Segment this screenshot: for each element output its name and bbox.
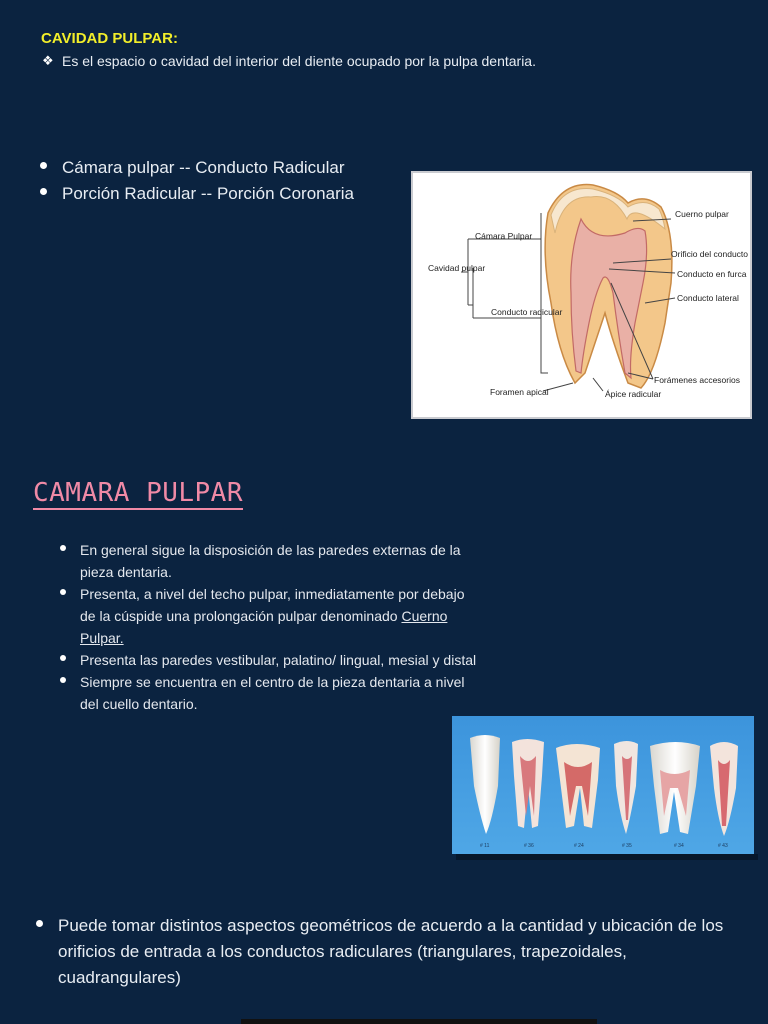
tooth-anatomy-diagram	[411, 171, 752, 419]
shapes-list	[58, 913, 738, 991]
label-cavidad-pulpar: Cavidad pulpar	[428, 263, 486, 273]
list-item: Siempre se encuentra en el centro de la pieza dentaria a nivel del cuello dentario.	[80, 671, 480, 715]
parts-list	[62, 155, 354, 207]
list-item: En general sigue la disposición de las paredes externas de la pieza dentaria.	[80, 539, 480, 583]
list-item: Cámara pulpar -- Conducto Radicular	[62, 155, 354, 181]
teeth-photo-svg	[452, 716, 754, 854]
label-apice-radicular: Ápice radicular	[605, 389, 662, 399]
label-camara-pulpar: Cámara Pulpar	[475, 231, 533, 241]
label-foramen-apical: Foramen apical	[490, 387, 549, 397]
tooth-number: # 24	[574, 843, 584, 849]
tooth-number: # 11	[480, 843, 490, 849]
definition-text: ❖ Es el espacio o cavidad del interior del diente ocupado por la pulpa dentaria.	[62, 53, 536, 69]
tooth-number: # 43	[718, 843, 728, 849]
section-title: CAVIDAD PULPAR:	[41, 30, 178, 47]
camara-pulpar-list	[80, 539, 480, 715]
list-item-text: Presenta, a nivel del techo pulpar, inmediatamente por debajo de la cúspide una prolongación pulpar denominado	[80, 586, 465, 624]
teeth-photo	[452, 716, 754, 854]
label-conducto-lateral: Conducto lateral	[677, 293, 739, 303]
photo-shadow	[456, 854, 758, 860]
tooth-diagram-svg	[413, 173, 750, 417]
label-conducto-radicular: Conducto radicular	[491, 307, 563, 317]
list-item: Presenta las paredes vestibular, palatino/ lingual, mesial y distal	[80, 649, 480, 671]
list-item: Porción Radicular -- Porción Coronaria	[62, 181, 354, 207]
label-foramenes-accesorios: Forámenes accesorios	[654, 375, 740, 385]
list-item: Puede tomar distintos aspectos geométricos de acuerdo a la cantidad y ubicación de los orificios de entrada a los conductos radiculares (triangulares, trapezoidales, cuadrangulares)	[58, 913, 738, 991]
label-orificio-conducto: Orificio del conducto	[671, 249, 749, 259]
list-item	[80, 583, 480, 649]
tooth-number: # 35	[622, 843, 632, 849]
label-conducto-furca: Conducto en furca	[677, 269, 747, 279]
label-cuerno-pulpar: Cuerno pulpar	[675, 209, 729, 219]
camara-pulpar-heading: CAMARA PULPAR	[33, 478, 243, 508]
definition-list	[62, 53, 536, 69]
tooth-shape	[470, 735, 500, 834]
tooth-number: # 34	[674, 843, 684, 849]
cuerno-pulpar-link[interactable]: Cuerno Pulpar.	[80, 608, 448, 646]
tooth-number: # 36	[524, 843, 534, 849]
bottom-image-edge	[241, 1019, 597, 1024]
